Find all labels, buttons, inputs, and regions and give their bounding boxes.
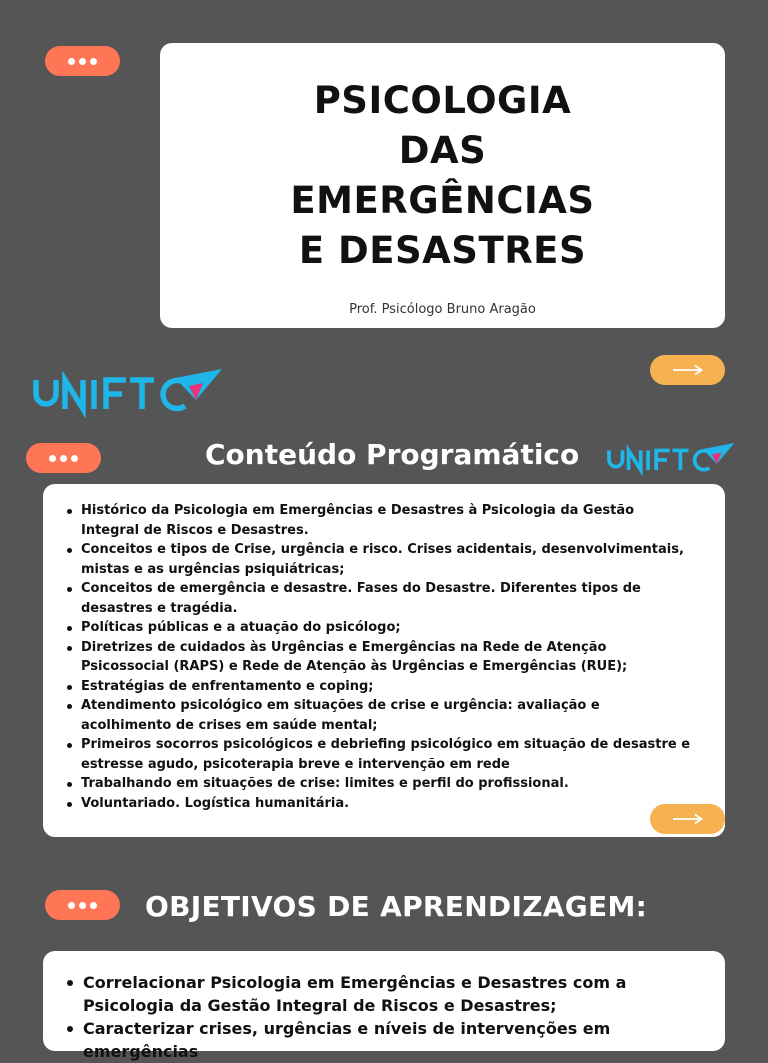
list-item: Voluntariado. Logística humanitária. — [67, 794, 692, 814]
list-item: Histórico da Psicologia em Emergências e Desastres à Psicologia da Gestão Integral de Riscos e Desastres. — [67, 501, 692, 540]
uniftc-logo-icon — [33, 366, 223, 412]
title-line: EMERGÊNCIAS — [290, 179, 595, 222]
title-line: DAS — [398, 129, 487, 172]
more-dots-button[interactable] — [26, 443, 101, 473]
uniftc-logo-icon — [607, 441, 735, 472]
title-line: PSICOLOGIA — [313, 79, 572, 122]
title-line: E DESASTRES — [298, 229, 587, 272]
list-item: Conceitos e tipos de Crise, urgência e risco. Crises acidentais, desenvolvimentais, mistas e as urgências psiquiátricas; — [67, 540, 692, 579]
objectives-card — [43, 951, 725, 1061]
list-item: Caracterizar crises, urgências e níveis de intervenções em emergências — [67, 1017, 687, 1063]
content-heading: Conteúdo Programático — [205, 438, 580, 471]
author-name: Prof. Psicólogo Bruno Aragão — [349, 302, 536, 317]
more-dots-button[interactable] — [45, 890, 120, 920]
uniftc-logo — [33, 366, 223, 416]
content-list — [67, 501, 692, 813]
list-item: Diretrizes de cuidados às Urgências e Emergências na Rede de Atenção Psicossocial (RAPS) e Rede de Atenção às Urgências e Emergências (RUE); — [67, 638, 692, 677]
list-item: Políticas públicas e a atuação do psicólogo; — [67, 618, 692, 638]
next-arrow-button[interactable] — [650, 355, 725, 385]
arrow-right-icon — [672, 364, 704, 376]
arrow-right-icon — [672, 813, 704, 825]
more-dots-icon — [68, 902, 75, 909]
list-item: Trabalhando em situações de crise: limites e perfil do profissional. — [67, 774, 692, 794]
list-item: Atendimento psicológico em situações de crise e urgência: avaliação e acolhimento de crises em saúde mental; — [67, 696, 692, 735]
list-item: Primeiros socorros psicológicos e debriefing psicológico em situação de desastre e estresse agudo, psicoterapia breve e intervenção em rede — [67, 735, 692, 774]
objectives-heading: OBJETIVOS DE APRENDIZAGEM: — [145, 890, 648, 923]
more-dots-button[interactable] — [45, 46, 120, 76]
uniftc-logo-small — [607, 441, 735, 476]
title-card — [160, 43, 725, 328]
dot — [90, 902, 97, 909]
list-item: Correlacionar Psicologia em Emergências e Desastres com a Psicologia da Gestão Integral de Riscos e Desastres; — [67, 971, 687, 1017]
dot — [79, 902, 86, 909]
list-item: Estratégias de enfrentamento e coping; — [67, 677, 692, 697]
content-card — [43, 484, 725, 837]
dot — [60, 455, 67, 462]
more-dots-icon — [68, 58, 75, 65]
dot — [71, 455, 78, 462]
more-dots-icon — [49, 455, 56, 462]
dot — [90, 58, 97, 65]
dot — [79, 58, 86, 65]
page-title — [160, 76, 725, 276]
objectives-list — [67, 971, 687, 1063]
list-item: Conceitos de emergência e desastre. Fases do Desastre. Diferentes tipos de desastres e tragédia. — [67, 579, 692, 618]
next-arrow-button[interactable] — [650, 804, 725, 834]
